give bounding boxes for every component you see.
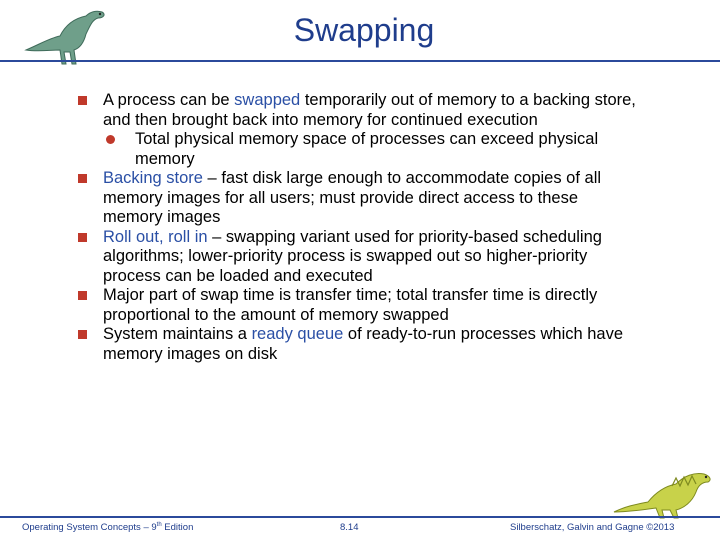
bullet-text: System maintains a ready queue of ready-to-run processes which have memory images on disk — [103, 325, 624, 363]
highlight-term: Backing store — [103, 169, 203, 187]
round-bullet-icon — [106, 135, 115, 144]
page-number: 8.14 — [340, 522, 359, 533]
square-bullet-icon — [78, 174, 87, 183]
footer-book-title: Operating System Concepts – 9th Edition — [22, 522, 194, 534]
bullet-item — [76, 286, 636, 325]
highlight-term: swapped — [234, 91, 301, 109]
square-bullet-icon — [78, 233, 87, 242]
title-divider — [0, 60, 720, 62]
bullet-item — [76, 228, 636, 287]
page-title: Swapping — [293, 12, 435, 48]
bullet-item — [76, 325, 636, 364]
square-bullet-icon — [78, 291, 87, 300]
footer-authors: Silberschatz, Galvin and Gagne ©2013 — [510, 522, 675, 533]
bullet-list — [76, 91, 636, 364]
bullet-text: Roll out, roll in – swapping variant used for priority-based scheduling algorithms; lower-priority process is swapped out so higher-priority process can be loaded and executed — [103, 227, 602, 285]
bullet-text: Backing store – fast disk large enough to accommodate copies of all memory images for all users; must provide direct access to these memory images — [103, 169, 602, 226]
sub-bullet-text: Total physical memory space of processes can exceed physical memory — [135, 130, 599, 168]
highlight-term: ready queue — [251, 325, 344, 343]
sub-bullet-item — [76, 130, 636, 169]
bullet-item — [76, 169, 636, 228]
bullet-text: Major part of swap time is transfer time; total transfer time is directly proportional to the amount of memory swapped — [103, 286, 598, 324]
highlight-term: Roll out, roll in — [103, 227, 208, 246]
square-bullet-icon — [78, 330, 87, 339]
dinosaur-icon — [612, 462, 716, 520]
footer-divider — [0, 516, 720, 518]
square-bullet-icon — [78, 96, 87, 105]
bullet-item — [76, 91, 636, 130]
bullet-text: A process can be swapped temporarily out of memory to a backing store, and then brought back into memory for continued execution — [103, 91, 636, 129]
